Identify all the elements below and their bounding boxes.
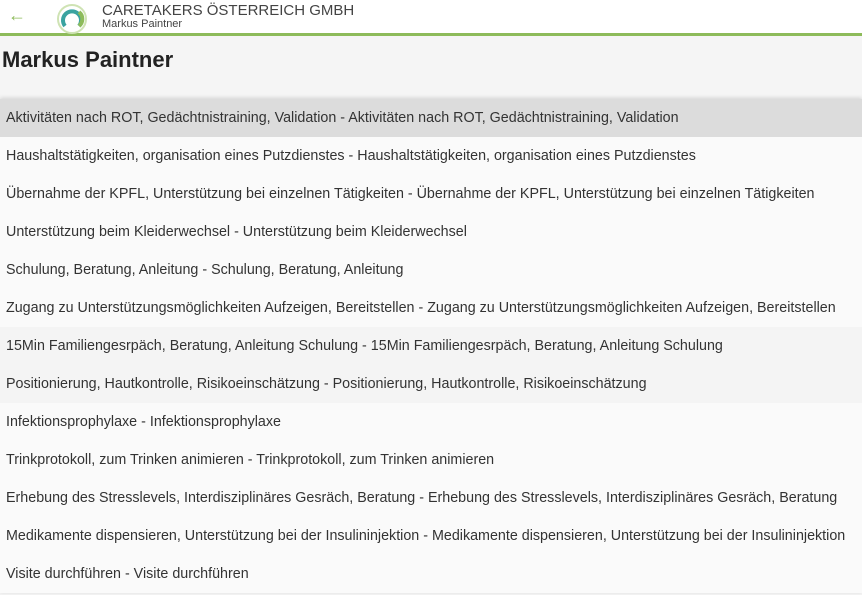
- dropdown-option[interactable]: Unterstützung beim Kleiderwechsel - Unterstützung beim Kleiderwechsel: [6, 224, 467, 240]
- back-arrow-icon[interactable]: ←: [8, 5, 26, 25]
- dropdown-option[interactable]: Schulung, Beratung, Anleitung - Schulung, Beratung, Anleitung: [6, 262, 404, 278]
- app-header: [0, 0, 862, 36]
- dropdown-option[interactable]: Übernahme der KPFL, Unterstützung bei einzelnen Tätigkeiten - Übernahme der KPFL, Unterstützung bei einzelnen Tätigkeiten: [6, 186, 815, 202]
- dropdown-option[interactable]: Visite durchführen - Visite durchführen: [6, 566, 249, 582]
- dropdown-option[interactable]: Positionierung, Hautkontrolle, Risikoeinschätzung - Positionierung, Hautkontrolle, Risikoeinschätzung: [0, 365, 862, 403]
- dropdown-option[interactable]: Haushaltstätigkeiten, organisation eines Putzdienstes - Haushaltstätigkeiten, organisation eines Putzdienstes: [6, 148, 696, 164]
- dropdown-option[interactable]: Erhebung des Stresslevels, Interdisziplinäres Gesräch, Beratung - Erhebung des Stresslevels, Interdisziplinäres Gesräch, Beratung: [6, 490, 838, 506]
- dropdown-option[interactable]: Trinkprotokoll, zum Trinken animieren - Trinkprotokoll, zum Trinken animieren: [6, 452, 495, 468]
- user-name: Markus Paintner: [102, 18, 183, 30]
- dropdown-option[interactable]: Medikamente dispensieren, Unterstützung bei der Insulininjektion - Medikamente dispensieren, Unterstützung bei der Insulininjektion: [6, 528, 846, 544]
- dropdown-option[interactable]: Infektionsprophylaxe - Infektionsprophylaxe: [6, 414, 281, 430]
- page-title: Markus Paintner: [2, 47, 174, 72]
- dropdown-option[interactable]: 15Min Familiengesrpäch, Beratung, Anleitung Schulung - 15Min Familiengesrpäch, Beratung, Anleitung Schulung: [0, 327, 862, 365]
- dropdown-option[interactable]: Zugang zu Unterstützungsmöglichkeiten Aufzeigen, Bereitstellen - Zugang zu Unterstützungsmöglichkeiten Aufzeigen, Bereitstellen: [6, 300, 836, 316]
- dropdown-option[interactable]: Aktivitäten nach ROT, Gedächtnistraining, Validation - Aktivitäten nach ROT, Gedächtnistraining, Validation: [0, 99, 862, 137]
- company-logo-icon: [55, 1, 89, 35]
- organization-name: CARETAKERS ÖSTERREICH GMBH: [102, 2, 355, 19]
- dropdown-options-list: [0, 99, 862, 593]
